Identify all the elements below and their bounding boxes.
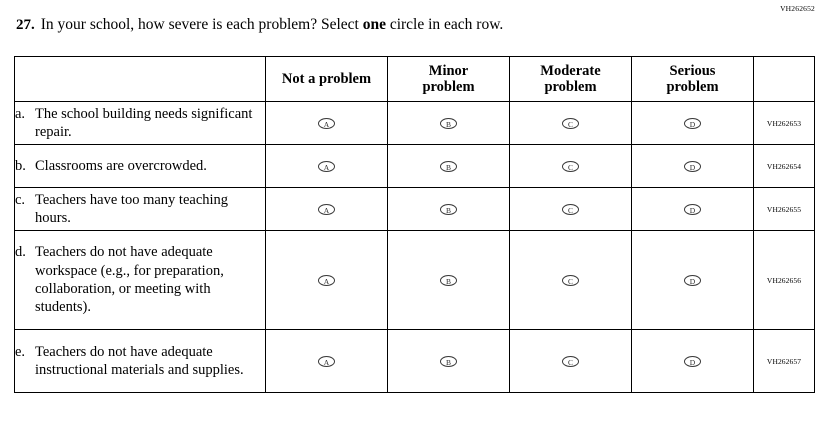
radio-bubble[interactable]: B: [440, 118, 457, 129]
radio-bubble[interactable]: C: [562, 161, 579, 172]
radio-bubble[interactable]: D: [684, 275, 701, 286]
row-letter: c.: [15, 191, 26, 208]
header-line-2: problem: [544, 79, 597, 95]
table-row: [15, 231, 815, 330]
question-number: 27.: [16, 17, 35, 33]
option-cell-not-a-problem[interactable]: [266, 188, 388, 231]
row-item-code: VH262654: [754, 145, 815, 188]
question-prompt: [16, 16, 811, 35]
row-item-code: VH262656: [754, 231, 815, 330]
question-text-emphasis: one: [362, 16, 386, 33]
radio-bubble[interactable]: A: [318, 356, 335, 367]
header-code-column: [754, 57, 815, 102]
option-cell-not-a-problem[interactable]: [266, 145, 388, 188]
response-matrix: [14, 56, 815, 393]
option-cell-minor-problem[interactable]: [388, 188, 510, 231]
matrix-body: [15, 102, 815, 393]
header-line-2: problem: [666, 79, 719, 95]
radio-bubble[interactable]: D: [684, 204, 701, 215]
row-stem: [15, 188, 266, 231]
option-cell-moderate-problem[interactable]: [510, 145, 632, 188]
row-item-code: VH262653: [754, 102, 815, 145]
option-cell-serious-problem[interactable]: [632, 145, 754, 188]
option-cell-not-a-problem[interactable]: [266, 102, 388, 145]
row-stem: [15, 145, 266, 188]
row-letter: e.: [15, 343, 26, 360]
header-row: [15, 57, 815, 102]
header-line-1: Serious: [669, 62, 716, 79]
option-cell-moderate-problem[interactable]: [510, 231, 632, 330]
row-letter: b.: [15, 157, 26, 174]
radio-bubble[interactable]: A: [318, 118, 335, 129]
row-stem-text: Teachers do not have adequate workspace (e.g., for preparation, collaboration, or meeting with students).: [35, 244, 224, 316]
row-stem-inner: [15, 243, 265, 316]
option-cell-serious-problem[interactable]: [632, 231, 754, 330]
option-cell-minor-problem[interactable]: [388, 330, 510, 393]
row-stem: [15, 231, 266, 330]
row-letter: d.: [15, 244, 26, 261]
option-cell-serious-problem[interactable]: [632, 330, 754, 393]
table-row: [15, 188, 815, 231]
radio-bubble[interactable]: A: [318, 161, 335, 172]
radio-bubble[interactable]: A: [318, 204, 335, 215]
row-stem-text: Classrooms are overcrowded.: [35, 157, 207, 174]
row-stem-inner: [15, 105, 265, 142]
option-cell-serious-problem[interactable]: [632, 188, 754, 231]
option-cell-not-a-problem[interactable]: [266, 330, 388, 393]
radio-bubble[interactable]: C: [562, 275, 579, 286]
header-minor-problem: [388, 57, 510, 102]
option-cell-moderate-problem[interactable]: [510, 188, 632, 231]
radio-bubble[interactable]: A: [318, 275, 335, 286]
row-stem-inner: [15, 343, 265, 380]
row-stem-text: Teachers have too many teaching hours.: [35, 191, 229, 226]
radio-bubble[interactable]: D: [684, 118, 701, 129]
header-line-1: Moderate: [540, 62, 601, 79]
row-stem: [15, 102, 266, 145]
row-stem-text: The school building needs significant repair.: [35, 105, 253, 140]
header-moderate-problem: [510, 57, 632, 102]
row-item-code: VH262655: [754, 188, 815, 231]
table-row: [15, 145, 815, 188]
table-row: [15, 330, 815, 393]
page-item-code: VH262652: [780, 4, 815, 13]
question-text-after: circle in each row.: [385, 16, 504, 33]
radio-bubble[interactable]: B: [440, 356, 457, 367]
option-cell-moderate-problem[interactable]: [510, 102, 632, 145]
matrix-header: [15, 57, 815, 102]
row-item-code: VH262657: [754, 330, 815, 393]
header-stem: [15, 57, 266, 102]
header-serious-problem: [632, 57, 754, 102]
option-cell-serious-problem[interactable]: [632, 102, 754, 145]
table-row: [15, 102, 815, 145]
row-stem-inner: [15, 157, 265, 175]
option-cell-minor-problem[interactable]: [388, 102, 510, 145]
radio-bubble[interactable]: B: [440, 161, 457, 172]
row-stem-inner: [15, 191, 265, 228]
option-cell-moderate-problem[interactable]: [510, 330, 632, 393]
row-letter: a.: [15, 105, 26, 122]
radio-bubble[interactable]: D: [684, 356, 701, 367]
option-cell-minor-problem[interactable]: [388, 145, 510, 188]
header-line-2: problem: [422, 79, 475, 95]
header-not-a-problem: [266, 57, 388, 102]
radio-bubble[interactable]: B: [440, 275, 457, 286]
row-stem: [15, 330, 266, 393]
row-stem-text: Teachers do not have adequate instructional materials and supplies.: [35, 343, 244, 378]
radio-bubble[interactable]: C: [562, 118, 579, 129]
radio-bubble[interactable]: D: [684, 161, 701, 172]
header-line-1: Minor: [428, 62, 469, 79]
option-cell-minor-problem[interactable]: [388, 231, 510, 330]
radio-bubble[interactable]: C: [562, 356, 579, 367]
header-line-1: Not a problem: [281, 70, 372, 87]
question-text-before: In your school, how severe is each problem? Select: [40, 16, 363, 33]
option-cell-not-a-problem[interactable]: [266, 231, 388, 330]
radio-bubble[interactable]: B: [440, 204, 457, 215]
radio-bubble[interactable]: C: [562, 204, 579, 215]
